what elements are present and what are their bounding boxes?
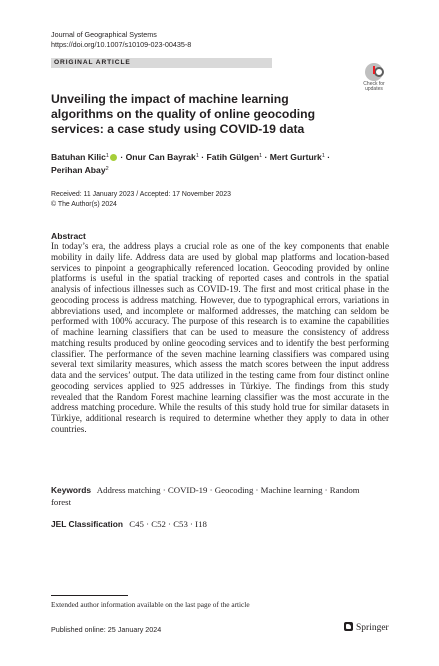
publisher-logo: [344, 622, 389, 633]
keywords: [51, 484, 371, 508]
keywords-text: Address matching · COVID-19 · Geocoding · Machine learning · Random forest: [51, 485, 360, 507]
author-name[interactable]: Fatih Gülgen: [206, 152, 260, 162]
author-name[interactable]: Batuhan Kilic: [51, 152, 106, 162]
abstract-heading: Abstract: [51, 231, 86, 241]
jel-codes: C45 · C52 · C53 · I18: [129, 519, 207, 529]
author-name[interactable]: Mert Gurturk: [269, 152, 322, 162]
jel-classification: [51, 519, 207, 529]
crossmark-bookmark: [373, 66, 375, 74]
journal-header: [51, 30, 191, 50]
abstract-text: In today’s era, the address plays a crucial role as one of the key components that enable mobility in daily life. Address data are used by global map platforms and location-based services to pinpoint a geographically referenced location. Geocoding provided by online platforms is useful in the spatial tracking of reported cases and controls in the spatial analysis of infectious illnesses such as COVID-19. The first and most critical phase in the geocoding process is address matching. However, due to typographical errors, variations in abbreviations used, and incomplete or malformed addresses, the matching can seldom be performed with 100% accuracy. The purpose of this research is to examine the capabilities of machine learning classifiers that can be used to measure the consistency of address matching results produced by online geocoding services and to identify the best performing classifier. The performance of the seven machine learning classifiers was compared using several text similarity measures, which assess the match scores between the input address data and the services’ output. The data utilized in the testing came from four distinct online geocoding services applied to 925 addresses in Türkiye. The findings from this study revealed that the Random Forest machine learning classifier was the most accurate in the address matching procedure. While the results of this study hold true for similar datasets in Türkiye, additional research is required to determine whether they apply to data in other countries.: [51, 241, 389, 434]
published-date: Published online: 25 January 2024: [51, 625, 162, 634]
journal-name: Journal of Geographical Systems: [51, 30, 157, 39]
author-separator: ·: [262, 152, 270, 162]
author-affiliation: 1: [195, 153, 199, 159]
article-type: ORIGINAL ARTICLE: [54, 59, 131, 66]
crossmark-label: Check for updates: [363, 81, 385, 93]
author-affiliation: 1: [321, 153, 325, 159]
author-affiliation: 1: [105, 153, 109, 159]
orcid-icon[interactable]: [110, 154, 117, 161]
article-dates: [51, 190, 231, 209]
article-title: Unveiling the impact of machine learning algorithms on the quality of online geocoding services: a case study using COVID-19 data: [51, 92, 316, 136]
footnote: Extended author information available on the last page of the article: [51, 600, 250, 609]
author-affiliation: 1: [259, 153, 263, 159]
doi-link[interactable]: https://doi.org/10.1007/s10109-023-00435-8: [51, 40, 192, 49]
keywords-label: Keywords: [51, 485, 92, 495]
received-accepted: Received: 11 January 2023 / Accepted: 17 November 2023: [51, 191, 231, 198]
crossmark-badge[interactable]: [360, 63, 388, 93]
author-name[interactable]: Perihan Abay: [51, 165, 106, 175]
author-affiliation: 2: [105, 166, 109, 172]
footnote-rule: [51, 595, 128, 596]
author-separator: ·: [198, 152, 207, 162]
author-name[interactable]: Onur Can Bayrak: [125, 152, 196, 162]
jel-label: JEL Classification: [51, 519, 123, 529]
author-separator: ·: [324, 152, 331, 162]
author-list: [51, 151, 361, 177]
springer-horse-icon: [344, 622, 353, 631]
author-separator: ·: [117, 152, 126, 162]
copyright: © The Author(s) 2024: [51, 200, 117, 208]
publisher-name: Springer: [356, 623, 389, 633]
